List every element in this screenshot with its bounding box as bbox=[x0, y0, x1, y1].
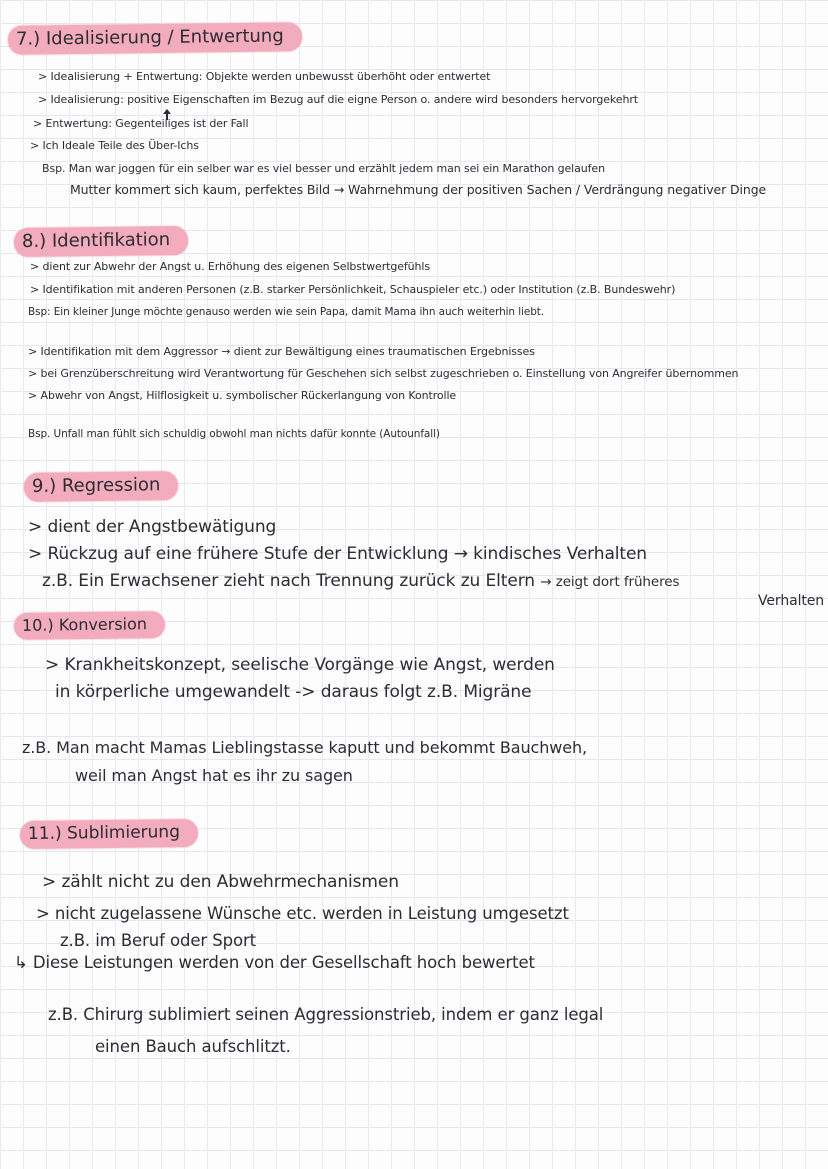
note-line: > Idealisierung + Entwertung: Objekte werden unbewusst überhöht oder entwertet bbox=[38, 70, 491, 83]
note-line: > dient der Angstbewätigung bbox=[28, 517, 277, 537]
note-line: > zählt nicht zu den Abwehrmechanismen bbox=[42, 872, 399, 892]
note-line-example: z.B. Man macht Mamas Lieblingstasse kaputt und bekommt Bauchweh, bbox=[22, 738, 588, 757]
note-line: > dient zur Abwehr der Angst u. Erhöhung des eigenen Selbstwertgefühls bbox=[30, 260, 431, 273]
note-line-example: weil man Angst hat es ihr zu sagen bbox=[75, 766, 353, 785]
note-line: > bei Grenzüberschreitung wird Verantwortung für Geschehen sich selbst zugeschrieben o. Einstellung von Angreifer übernommen bbox=[28, 367, 739, 380]
note-line-example bbox=[42, 571, 679, 591]
section-heading-konversion: 10.) Konversion bbox=[14, 611, 165, 640]
example-tail: → zeigt dort früheres bbox=[540, 574, 680, 590]
section-heading-regression: 9.) Regression bbox=[24, 471, 179, 502]
note-line-example: z.B. Chirurg sublimiert seinen Aggressionstrieb, indem er ganz legal bbox=[48, 1005, 604, 1024]
note-line: > Identifikation mit anderen Personen (z.B. starker Persönlichkeit, Schauspieler etc.) oder Institution (z.B. Bundeswehr) bbox=[30, 283, 676, 296]
note-line: > nicht zugelassene Wünsche etc. werden in Leistung umgesetzt bbox=[36, 904, 569, 923]
note-line-example: einen Bauch aufschlitzt. bbox=[95, 1037, 291, 1056]
note-line: > Idealisierung: positive Eigenschaften im Bezug auf die eigne Person o. andere wird besonders hervorgekehrt bbox=[38, 93, 638, 106]
section-heading-idealisierung-entwertung: 7.) Idealisierung / Entwertung bbox=[8, 22, 302, 55]
note-line: > Krankheitskonzept, seelische Vorgänge wie Angst, werden bbox=[45, 655, 555, 675]
note-line: > Rückzug auf eine frühere Stufe der Entwicklung → kindisches Verhalten bbox=[28, 544, 647, 564]
note-line: in körperliche umgewandelt -> daraus folgt z.B. Migräne bbox=[55, 682, 532, 702]
note-line-example: Bsp. Man war joggen für ein selber war es viel besser und erzählt jedem man sei ein Marathon gelaufen bbox=[42, 162, 605, 175]
note-line-example: z.B. im Beruf oder Sport bbox=[60, 931, 257, 950]
note-line-example: Bsp. Unfall man fühlt sich schuldig obwohl man nichts dafür konnte (Autounfall) bbox=[28, 428, 440, 440]
note-line-example: Bsp: Ein kleiner Junge möchte genauso werden wie sein Papa, damit Mama ihn auch weiterhin liebt. bbox=[28, 306, 545, 318]
note-line: > Ich Ideale Teile des Über-Ichs bbox=[30, 139, 199, 152]
section-heading-sublimierung: 11.) Sublimierung bbox=[20, 819, 198, 849]
note-line-example: Mutter kommert sich kaum, perfektes Bild → Wahrnehmung der positiven Sachen / Verdrängung negativer Dinge bbox=[70, 182, 767, 197]
note-line: ↳ Diese Leistungen werden von der Gesellschaft hoch bewertet bbox=[14, 953, 535, 972]
example-main: z.B. Ein Erwachsener zieht nach Trennung zurück zu Eltern bbox=[42, 571, 535, 591]
section-heading-identifikation: 8.) Identifikation bbox=[14, 226, 188, 257]
note-line: > Identifikation mit dem Aggressor → dient zur Bewältigung eines traumatischen Ergebnisses bbox=[28, 345, 535, 358]
note-line-wrap: Verhalten bbox=[758, 593, 825, 609]
note-line: > Abwehr von Angst, Hilflosigkeit u. symbolischer Rückerlangung von Kontrolle bbox=[28, 389, 457, 402]
note-line: > Entwertung: Gegenteiliges ist der Fall bbox=[33, 117, 249, 130]
